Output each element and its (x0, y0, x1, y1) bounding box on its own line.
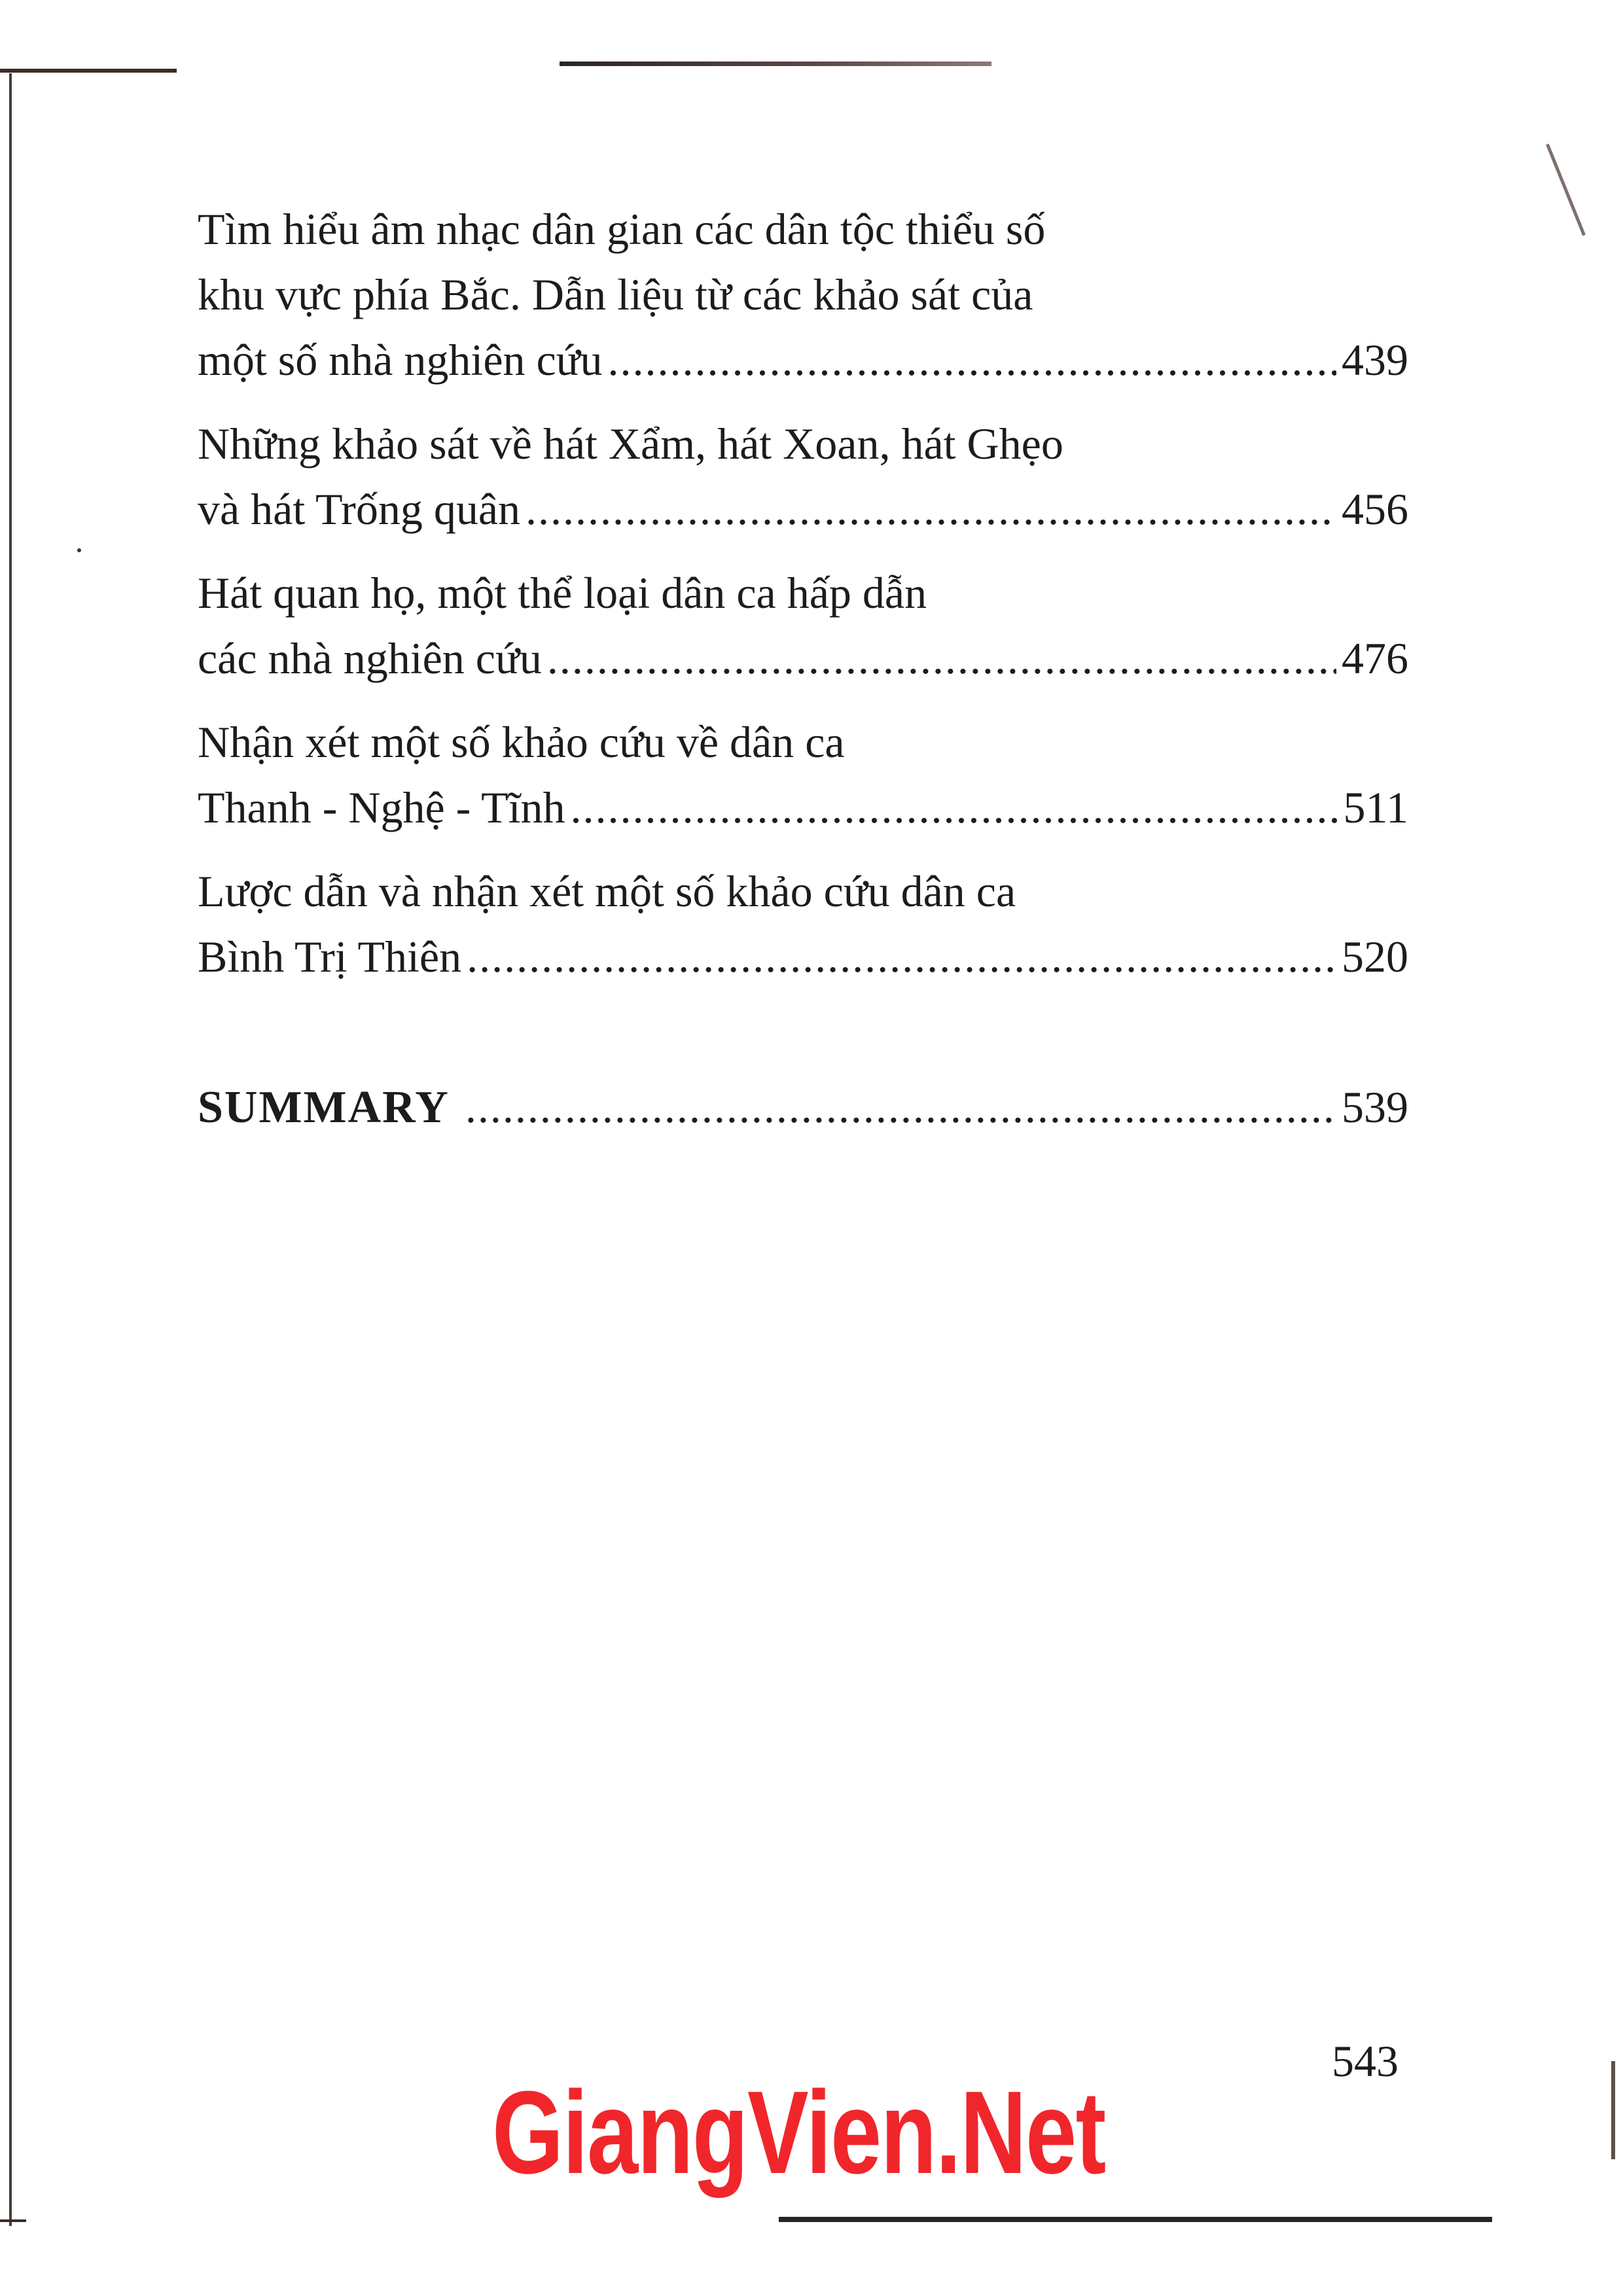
toc-entry-line: Tìm hiểu âm nhạc dân gian các dân tộc thiểu số (198, 204, 1046, 254)
toc-page-number: 539 (1342, 1082, 1408, 1132)
toc-entry (198, 858, 1408, 989)
toc-entry-line: khu vực phía Bắc. Dẫn liệu từ các khảo sát của (198, 270, 1033, 319)
toc-page-number: 520 (1342, 932, 1408, 981)
toc-entry (198, 196, 1408, 393)
toc-page-number: 476 (1342, 633, 1408, 683)
scan-edge-bottom (779, 2217, 1492, 2222)
toc-entry-line: các nhà nghiên cứu (198, 633, 542, 683)
toc-page-number: 511 (1343, 783, 1408, 832)
toc-entry-line: và hát Trống quân (198, 484, 520, 534)
scan-edge-right-top (1546, 144, 1586, 236)
scan-edge-left (9, 73, 12, 2226)
toc-entry-line: Bình Trị Thiên (198, 932, 462, 981)
page-number: 543 (1332, 2036, 1399, 2086)
toc-page-number: 456 (1342, 484, 1408, 534)
scan-edge-right-bottom (1611, 2061, 1615, 2159)
toc-entry-last-line (198, 924, 1408, 989)
scan-edge-bottom-left (0, 2219, 26, 2222)
toc-entry (198, 411, 1408, 542)
toc-entry (198, 709, 1408, 840)
toc-entry-last-line (198, 775, 1408, 840)
toc-entry-line: Thanh - Nghệ - Tĩnh (198, 783, 565, 832)
toc-page-number: 439 (1342, 335, 1408, 385)
dot-leader (608, 327, 1336, 393)
toc-entry-line: Những khảo sát về hát Xẩm, hát Xoan, hát Ghẹo (198, 419, 1063, 468)
dot-leader (526, 476, 1336, 542)
summary-label: SUMMARY (198, 1082, 450, 1133)
toc-entry-line: Lược dẫn và nhận xét một số khảo cứu dân ca (198, 866, 1016, 916)
dot-leader (547, 626, 1336, 691)
toc-entry-last-line (198, 626, 1408, 691)
toc-summary-entry (198, 1074, 1408, 1140)
toc-entry (198, 560, 1408, 691)
scan-edge-top (560, 62, 991, 66)
watermark-logo: GiangVien.Net (492, 2067, 1105, 2199)
scan-speck (77, 548, 81, 552)
scan-edge-top-left (0, 69, 177, 73)
dot-leader (571, 775, 1338, 840)
toc-entry-line: một số nhà nghiên cứu (198, 335, 603, 385)
toc-entry-last-line (198, 327, 1408, 393)
dot-leader (465, 1074, 1336, 1140)
toc-entry-line: Hát quan họ, một thể loại dân ca hấp dẫn (198, 568, 927, 618)
dot-leader (467, 924, 1336, 989)
table-of-contents (198, 196, 1408, 1140)
toc-entry-line: Nhận xét một số khảo cứu về dân ca (198, 717, 845, 767)
toc-entry-last-line (198, 476, 1408, 542)
